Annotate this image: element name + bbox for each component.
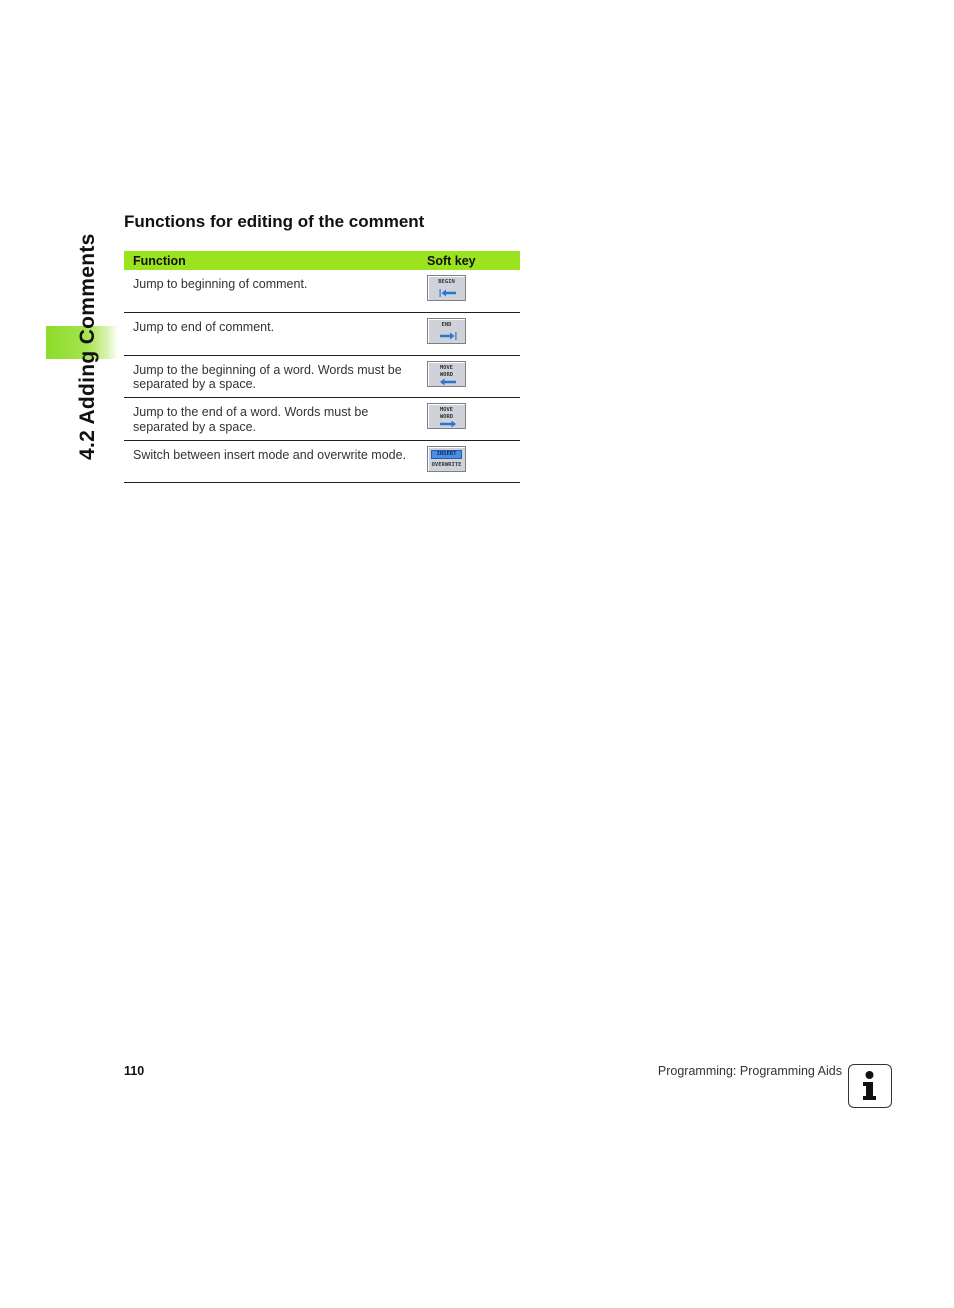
table-row [124,355,520,398]
running-footer: Programming: Programming Aids [657,1064,842,1078]
table-header-row [124,251,520,270]
insert-overwrite-softkey[interactable] [427,446,466,472]
softkey-label-top: MOVE [439,407,454,413]
arrow-right-bar-icon [439,332,457,340]
function-description: Jump to end of comment. [124,313,423,356]
table-row [124,270,520,313]
end-softkey[interactable] [427,318,466,344]
softkey-label: END [441,322,452,328]
move-word-right-softkey[interactable] [427,403,466,429]
arrow-left-bar-icon [439,289,457,297]
section-heading: Functions for editing of the comment [124,212,425,231]
begin-softkey[interactable] [427,275,466,301]
arrow-right-icon [439,420,457,428]
info-icon [848,1064,892,1108]
softkey-label-top: INSERT [436,450,457,457]
header-function: Function [124,251,423,270]
move-word-left-softkey[interactable] [427,361,466,387]
page-number: 110 [124,1064,145,1078]
table-row [124,313,520,356]
arrow-left-icon [439,378,457,386]
function-description: Jump to beginning of comment. [124,270,423,313]
softkey-function-table [124,251,520,483]
softkey-label: BEGIN [438,279,455,285]
chapter-side-title: 4.2 Adding Comments [76,233,99,460]
function-description: Jump to the end of a word. Words must be separated by a space. [124,398,423,441]
softkey-label-bottom: OVERWRITE [431,461,462,468]
table-row [124,398,520,441]
insert-overwrite-icon [431,450,462,459]
header-softkey: Soft key [423,251,520,270]
softkey-label-top: MOVE [439,364,454,371]
function-description: Jump to the beginning of a word. Words must be separated by a space. [124,355,423,398]
table-row [124,440,520,483]
function-description: Switch between insert mode and overwrite mode. [124,440,423,483]
softkey-label-bottom: WORD [439,414,454,420]
softkey-label-bottom: WORD [439,371,454,378]
